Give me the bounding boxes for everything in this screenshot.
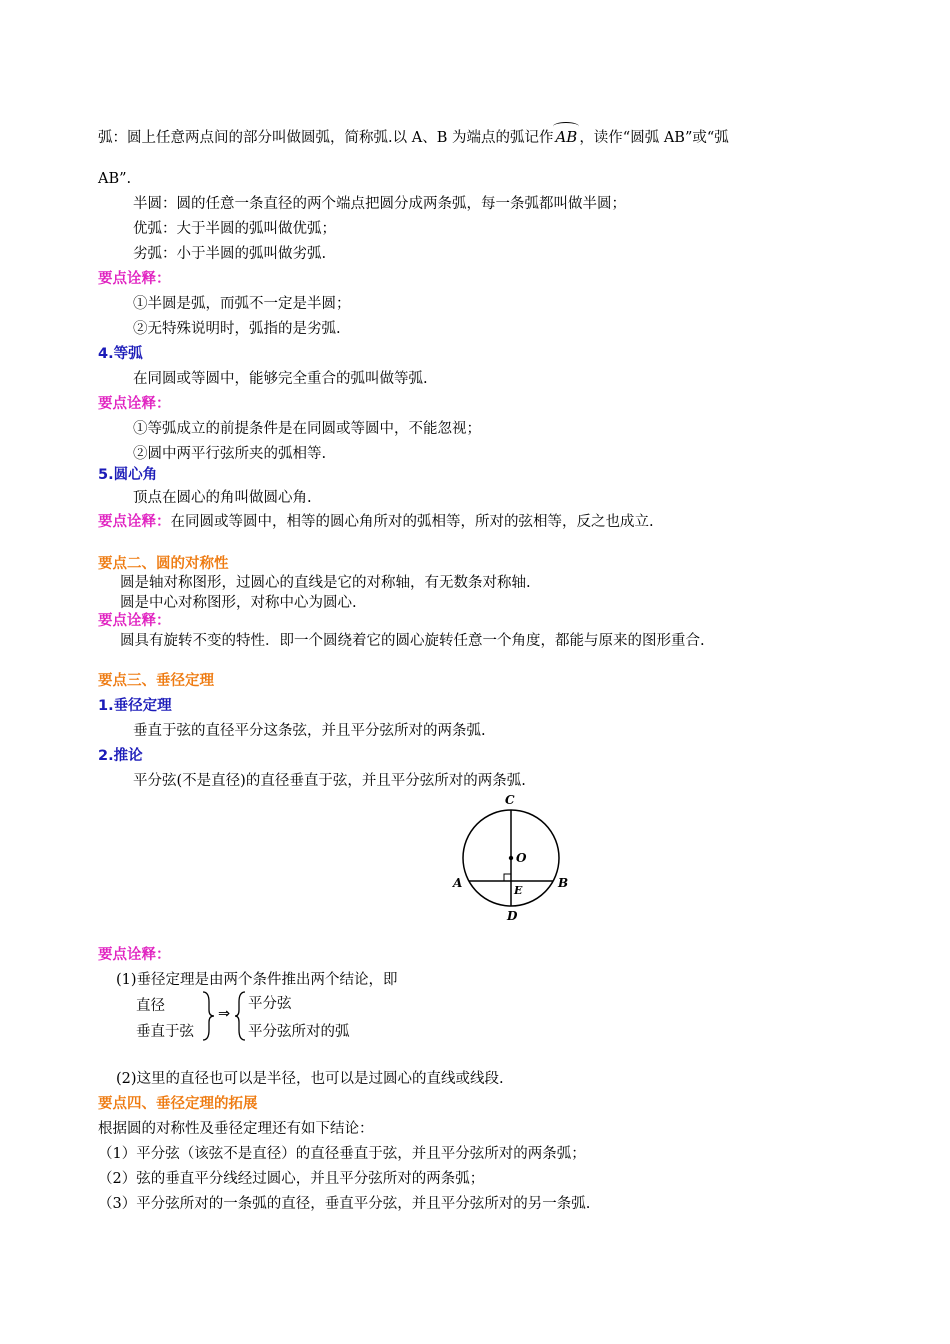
central-angle-definition: 顶点在圆心的角叫做圆心角. bbox=[133, 490, 312, 506]
note-label-3: 要点诠释： bbox=[98, 514, 171, 530]
key-point-4-title: 要点四、垂径定理的拓展 bbox=[98, 1096, 258, 1112]
perpendicular-diameter-theorem-title: 1.垂径定理 bbox=[98, 698, 172, 714]
label-d: D bbox=[507, 909, 518, 923]
result-bisect-chord: 平分弦 bbox=[248, 996, 292, 1012]
label-c: C bbox=[505, 793, 515, 807]
right-brace bbox=[200, 990, 216, 1042]
note3-text: 在同圆或等圆中，相等的圆心角所对的弧相等，所对的弦相等，反之也成立. bbox=[170, 514, 654, 530]
perpendicular-diameter-theorem-text: 垂直于弦的直径平分这条弦，并且平分弦所对的两条弧. bbox=[133, 723, 486, 739]
theorem-note-2: (2)这里的直径也可以是半径，也可以是过圆心的直线或线段. bbox=[116, 1071, 504, 1087]
label-o: O bbox=[516, 851, 527, 865]
note-label-1: 要点诠释： bbox=[98, 271, 171, 287]
implies-arrow: ⇒ bbox=[218, 1006, 231, 1022]
extension-conclusion-2: （2）弦的垂直平分线经过圆心，并且平分弦所对的两条弧； bbox=[98, 1171, 485, 1187]
arc-definition-cont: AB”. bbox=[98, 171, 132, 187]
extension-conclusion-3: （3）平分弦所对的一条弧的直径，垂直平分弦，并且平分弦所对的另一条弧. bbox=[98, 1196, 591, 1212]
symmetry-center-text: 圆是中心对称图形，对称中心为圆心. bbox=[120, 595, 357, 611]
note-label-5: 要点诠释： bbox=[98, 947, 171, 963]
arc-ab-symbol: AB bbox=[555, 128, 578, 146]
label-e: E bbox=[514, 884, 523, 897]
theorem-note-1: (1)垂径定理是由两个条件推出两个结论，即 bbox=[116, 972, 398, 988]
key-point-3-title: 要点三、垂径定理 bbox=[98, 673, 214, 689]
note2-item-1: ①等弧成立的前提条件是在同圆或等圆中，不能忽视； bbox=[133, 421, 481, 437]
arc-definition-text: 弧：圆上任意两点间的部分叫做圆弧，简称弧.以 A、B 为端点的弧记作 bbox=[98, 130, 554, 146]
note3 bbox=[98, 513, 654, 531]
note-label-4: 要点诠释： bbox=[98, 613, 171, 629]
section-equal-arcs-title: 4.等弧 bbox=[98, 346, 143, 362]
minor-arc-definition: 劣弧：小于半圆的弧叫做劣弧. bbox=[133, 246, 327, 262]
rotation-invariance-text: 圆具有旋转不变的特性．即一个圆绕着它的圆心旋转任意一个角度，都能与原来的图形重合. bbox=[120, 633, 705, 649]
note1-item-1: ①半圆是弧，而弧不一定是半圆； bbox=[133, 296, 351, 312]
note-label-2: 要点诠释： bbox=[98, 396, 171, 412]
label-b: B bbox=[558, 876, 569, 890]
theorem-implication bbox=[136, 990, 396, 1042]
major-arc-definition: 优弧：大于半圆的弧叫做优弧； bbox=[133, 221, 336, 237]
note1-item-2: ②无特殊说明时，弧指的是劣弧. bbox=[133, 321, 341, 337]
condition-diameter: 直径 bbox=[136, 998, 165, 1014]
left-brace bbox=[234, 990, 248, 1042]
symmetry-axis-text: 圆是轴对称图形，过圆心的直线是它的对称轴，有无数条对称轴. bbox=[120, 575, 531, 591]
label-a: A bbox=[453, 876, 463, 890]
arc-definition bbox=[98, 128, 729, 147]
section-central-angle-title: 5.圆心角 bbox=[98, 467, 158, 483]
result-bisect-arcs: 平分弦所对的弧 bbox=[248, 1024, 350, 1040]
key-point-2-title: 要点二、圆的对称性 bbox=[98, 556, 229, 572]
extension-conclusion-1: （1）平分弦（该弦不是直径）的直径垂直于弦，并且平分弦所对的两条弧； bbox=[98, 1146, 586, 1162]
arc-definition-text-2: ，读作“圆弧 AB”或“弧 bbox=[579, 130, 729, 146]
extension-intro: 根据圆的对称性及垂径定理还有如下结论： bbox=[98, 1121, 374, 1137]
equal-arcs-definition: 在同圆或等圆中，能够完全重合的弧叫做等弧. bbox=[133, 371, 428, 387]
corollary-title: 2.推论 bbox=[98, 748, 143, 764]
corollary-text: 平分弦(不是直径)的直径垂直于弦，并且平分弦所对的两条弧. bbox=[133, 773, 526, 789]
center-point bbox=[509, 856, 513, 860]
semicircle-definition: 半圆：圆的任意一条直径的两个端点把圆分成两条弧，每一条弧都叫做半圆； bbox=[133, 196, 626, 212]
condition-perpendicular: 垂直于弦 bbox=[136, 1024, 194, 1040]
note2-item-2: ②圆中两平行弦所夹的弧相等. bbox=[133, 446, 327, 462]
right-angle-mark bbox=[504, 874, 511, 881]
circle-diagram bbox=[448, 790, 578, 925]
